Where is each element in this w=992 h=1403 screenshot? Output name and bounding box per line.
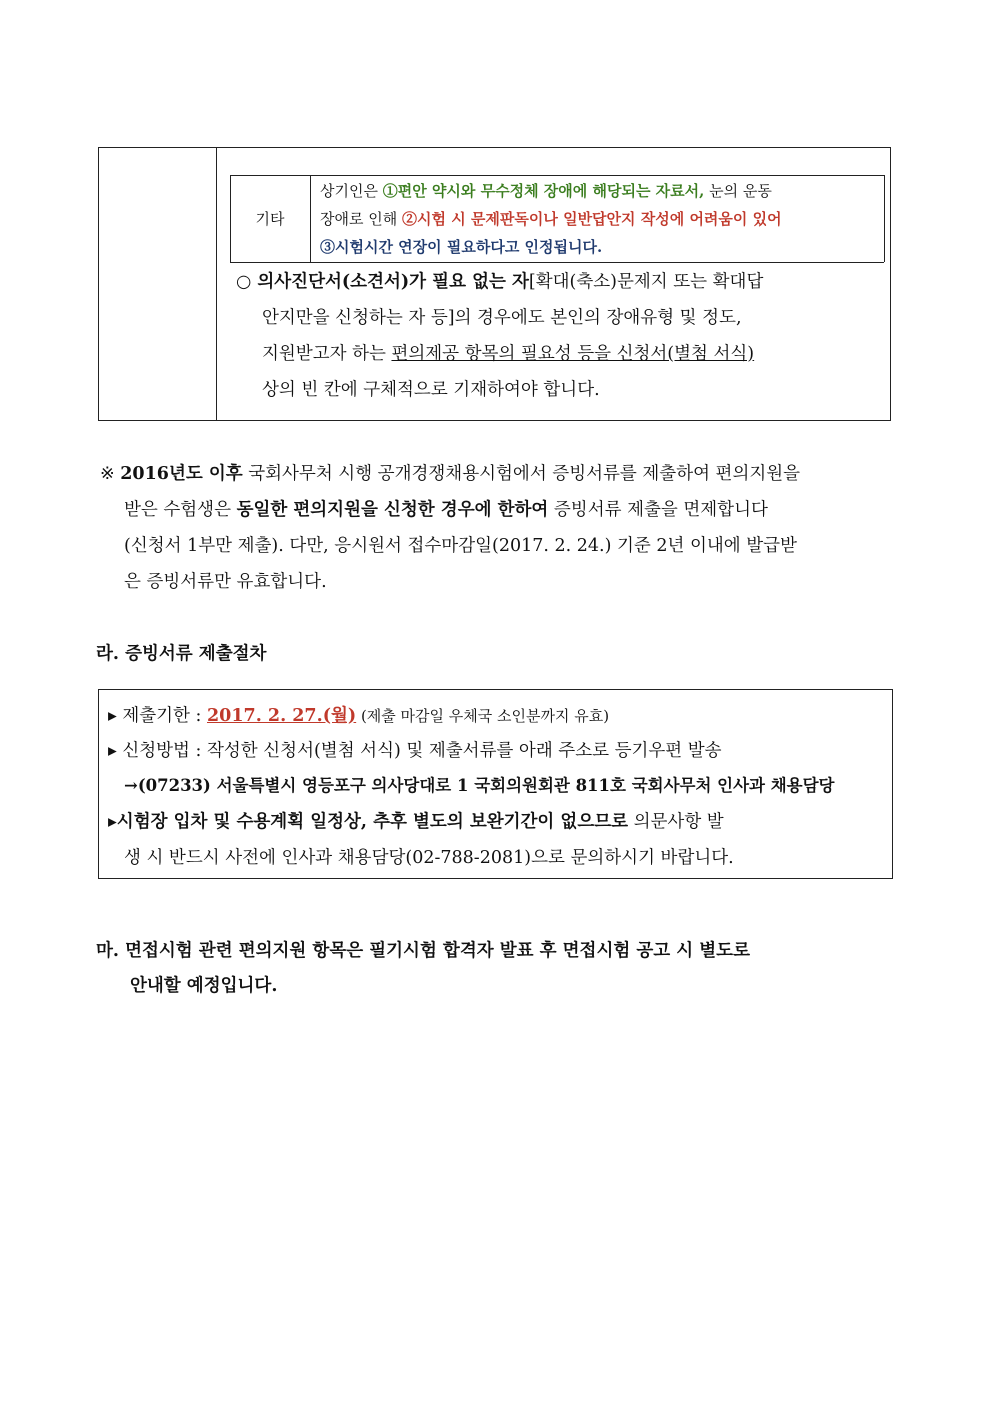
section-ra-heading: 라. 증빙서류 제출절차 bbox=[96, 644, 267, 664]
method-item: ▸ 신청방법 : 작성한 신청서(별첨 서식) 및 제출서류를 아래 주소로 등기우편 발송 bbox=[108, 741, 722, 761]
gita-cell-line-3: ③시험시간 연장이 필요하다고 인정됩니다. bbox=[320, 238, 603, 256]
mailing-address: →(07233) 서울특별시 영등포구 의사당대로 1 국회의원회관 811호 국회사무처 인사과 채용담당 bbox=[124, 776, 835, 795]
inquiry-item: ▸시험장 입차 및 수용계획 일정상, 추후 별도의 보완기간이 없으므로 의문사항 발 bbox=[108, 812, 724, 832]
section-ma-line-1: 마. 면접시험 관련 편의지원 항목은 필기시험 합격자 발표 후 면접시험 공고 시 별도로 bbox=[96, 941, 750, 961]
notice-line-4: 은 증빙서류만 유효합니다. bbox=[124, 572, 327, 592]
gita-cell-line-1: 상기인은 ①편안 약시와 무수정체 장애에 해당되는 자료서, 눈의 운동 bbox=[320, 182, 772, 200]
inner-table-top-border bbox=[230, 175, 884, 176]
notice-line-1: ※ 2016년도 이후 국회사무처 시행 공개경쟁채용시험에서 증빙서류를 제출하여 편의지원을 bbox=[100, 464, 801, 484]
inquiry-item-line-2: 생 시 반드시 사전에 인사과 채용담당(02-788-2081)으로 문의하시기 바랍니다. bbox=[124, 848, 734, 868]
table-note-line-1: ○ 의사진단서(소견서)가 필요 없는 자[확대(축소)문제지 또는 확대답 bbox=[236, 272, 764, 292]
inner-table-bottom-border bbox=[230, 262, 884, 263]
gita-label: 기타 bbox=[255, 210, 285, 228]
table-note-line-3: 지원받고자 하는 편의제공 항목의 필요성 등을 신청서(별첨 서식) bbox=[262, 344, 755, 364]
section-ma-line-2: 안내할 예정입니다. bbox=[130, 976, 278, 996]
table-note-line-4: 상의 빈 칸에 구체적으로 기재하여야 합니다. bbox=[262, 380, 600, 400]
table-column-divider bbox=[216, 147, 217, 421]
inner-table-right-border bbox=[884, 175, 885, 262]
gita-cell-line-2: 장애로 인해 ②시험 시 문제판독이나 일반답안지 작성에 어려움이 있어 bbox=[320, 210, 782, 228]
table-note-line-2: 안지만을 신청하는 자 등]의 경우에도 본인의 장애유형 및 정도, bbox=[262, 308, 742, 328]
deadline-item: ▸ 제출기한 : 2017. 2. 27.(월) (제출 마감일 우체국 소인분까지 유효) bbox=[108, 706, 610, 726]
inner-table-mid-border bbox=[310, 175, 311, 262]
notice-line-2: 받은 수험생은 동일한 편의지원을 신청한 경우에 한하여 증빙서류 제출을 면제합니다 bbox=[124, 500, 768, 520]
notice-line-3: (신청서 1부만 제출). 다만, 응시원서 접수마감일(2017. 2. 24.) 기준 2년 이내에 발급받 bbox=[124, 536, 797, 556]
